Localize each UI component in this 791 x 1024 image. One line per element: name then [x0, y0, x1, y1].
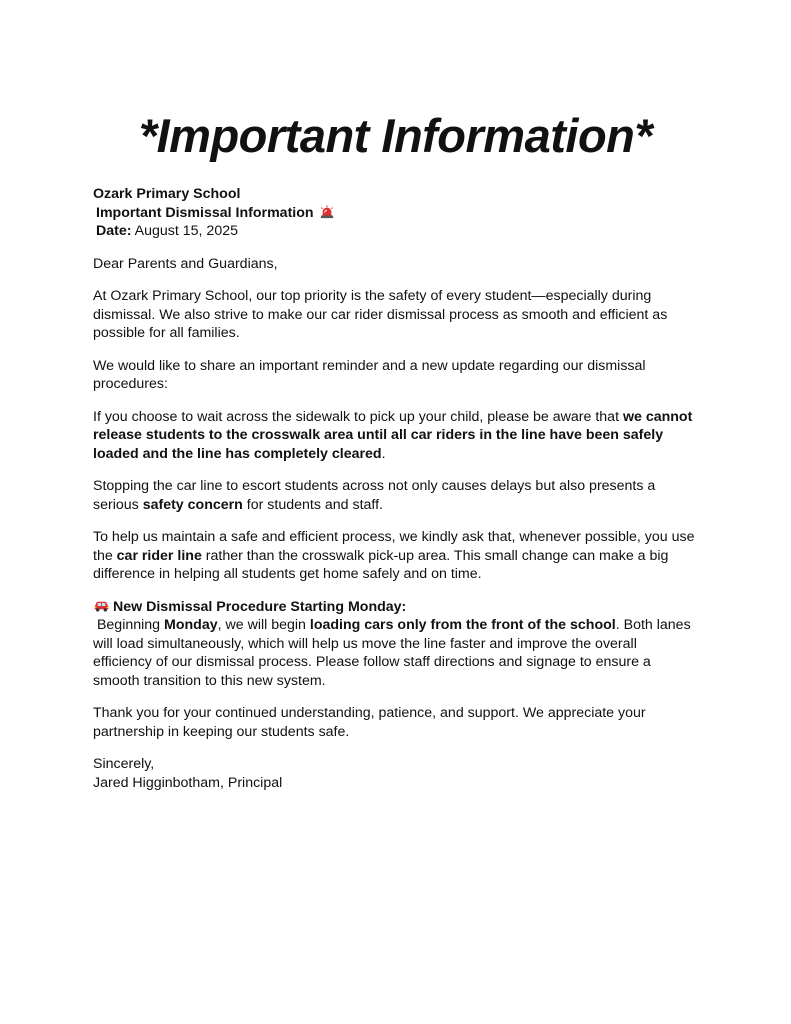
letter-body	[93, 185, 699, 806]
car-rider-emphasis: car rider line	[116, 547, 202, 564]
subject-line: Important Dismissal Information	[96, 204, 314, 221]
safety-text: Stopping the car line to escort students across not only causes delays but also presents a serious	[93, 478, 656, 513]
car-rider-end: rather than the crosswalk pick-up area. This small change can make a big difference in helping all students get home safely and on time.	[93, 547, 669, 582]
safety-emphasis: safety concern	[142, 496, 243, 513]
crosswalk-end: .	[381, 445, 386, 462]
new-procedure-text-c: . Both lanes will load simultaneously, which will help us move the line faster and improve the overall efficiency of our dismissal process. Please follow staff directions and signage to ensure a smooth transition to this new system.	[93, 617, 691, 689]
paragraph-crosswalk	[93, 408, 699, 464]
new-procedure-text-b: , we will begin	[217, 617, 310, 633]
new-procedure-emphasis: loading cars only from the front of the school	[309, 617, 616, 633]
new-procedure-text-a: Beginning	[96, 617, 165, 633]
paragraph-priority: At Ozark Primary School, our top priority is the safety of every student—especially during dismissal. We also strive to make our car rider dismissal process as smooth and efficient as possible for all families.	[93, 288, 668, 341]
new-procedure-monday: Monday	[164, 617, 218, 633]
letter-header	[93, 185, 699, 241]
signature: Jared Higginbotham, Principal	[93, 774, 283, 791]
date-label: Date:	[96, 223, 132, 239]
siren-icon	[320, 205, 334, 219]
safety-end: for students and staff.	[242, 496, 383, 513]
paragraph-new-procedure	[93, 598, 699, 691]
salutation: Dear Parents and Guardians,	[93, 255, 278, 272]
page-title: *Important Information*	[138, 109, 653, 162]
paragraph-safety	[93, 477, 699, 514]
new-procedure-heading: New Dismissal Procedure Starting Monday:	[113, 598, 407, 615]
paragraph-thanks: Thank you for your continued understanding, patience, and support. We appreciate your partnership in keeping our students safe.	[93, 705, 646, 740]
school-name: Ozark Primary School	[93, 186, 241, 202]
closing: Sincerely,	[93, 756, 155, 772]
paragraph-reminder-intro: We would like to share an important reminder and a new update regarding our dismissal procedures:	[93, 357, 646, 392]
car-rider-text: To help us maintain a safe and efficient process, we kindly ask that, whenever possible, you use the	[93, 529, 695, 564]
date-value: August 15, 2025	[134, 223, 238, 239]
signature-block	[93, 755, 699, 792]
paragraph-car-rider	[93, 528, 699, 584]
crosswalk-emphasis: we cannot release students to the crosswalk area until all car riders in the line have been safely loaded and the line has completely cleared	[93, 408, 693, 462]
car-icon	[93, 600, 110, 612]
crosswalk-text: If you choose to wait across the sidewalk to pick up your child, please be aware that	[93, 408, 623, 425]
